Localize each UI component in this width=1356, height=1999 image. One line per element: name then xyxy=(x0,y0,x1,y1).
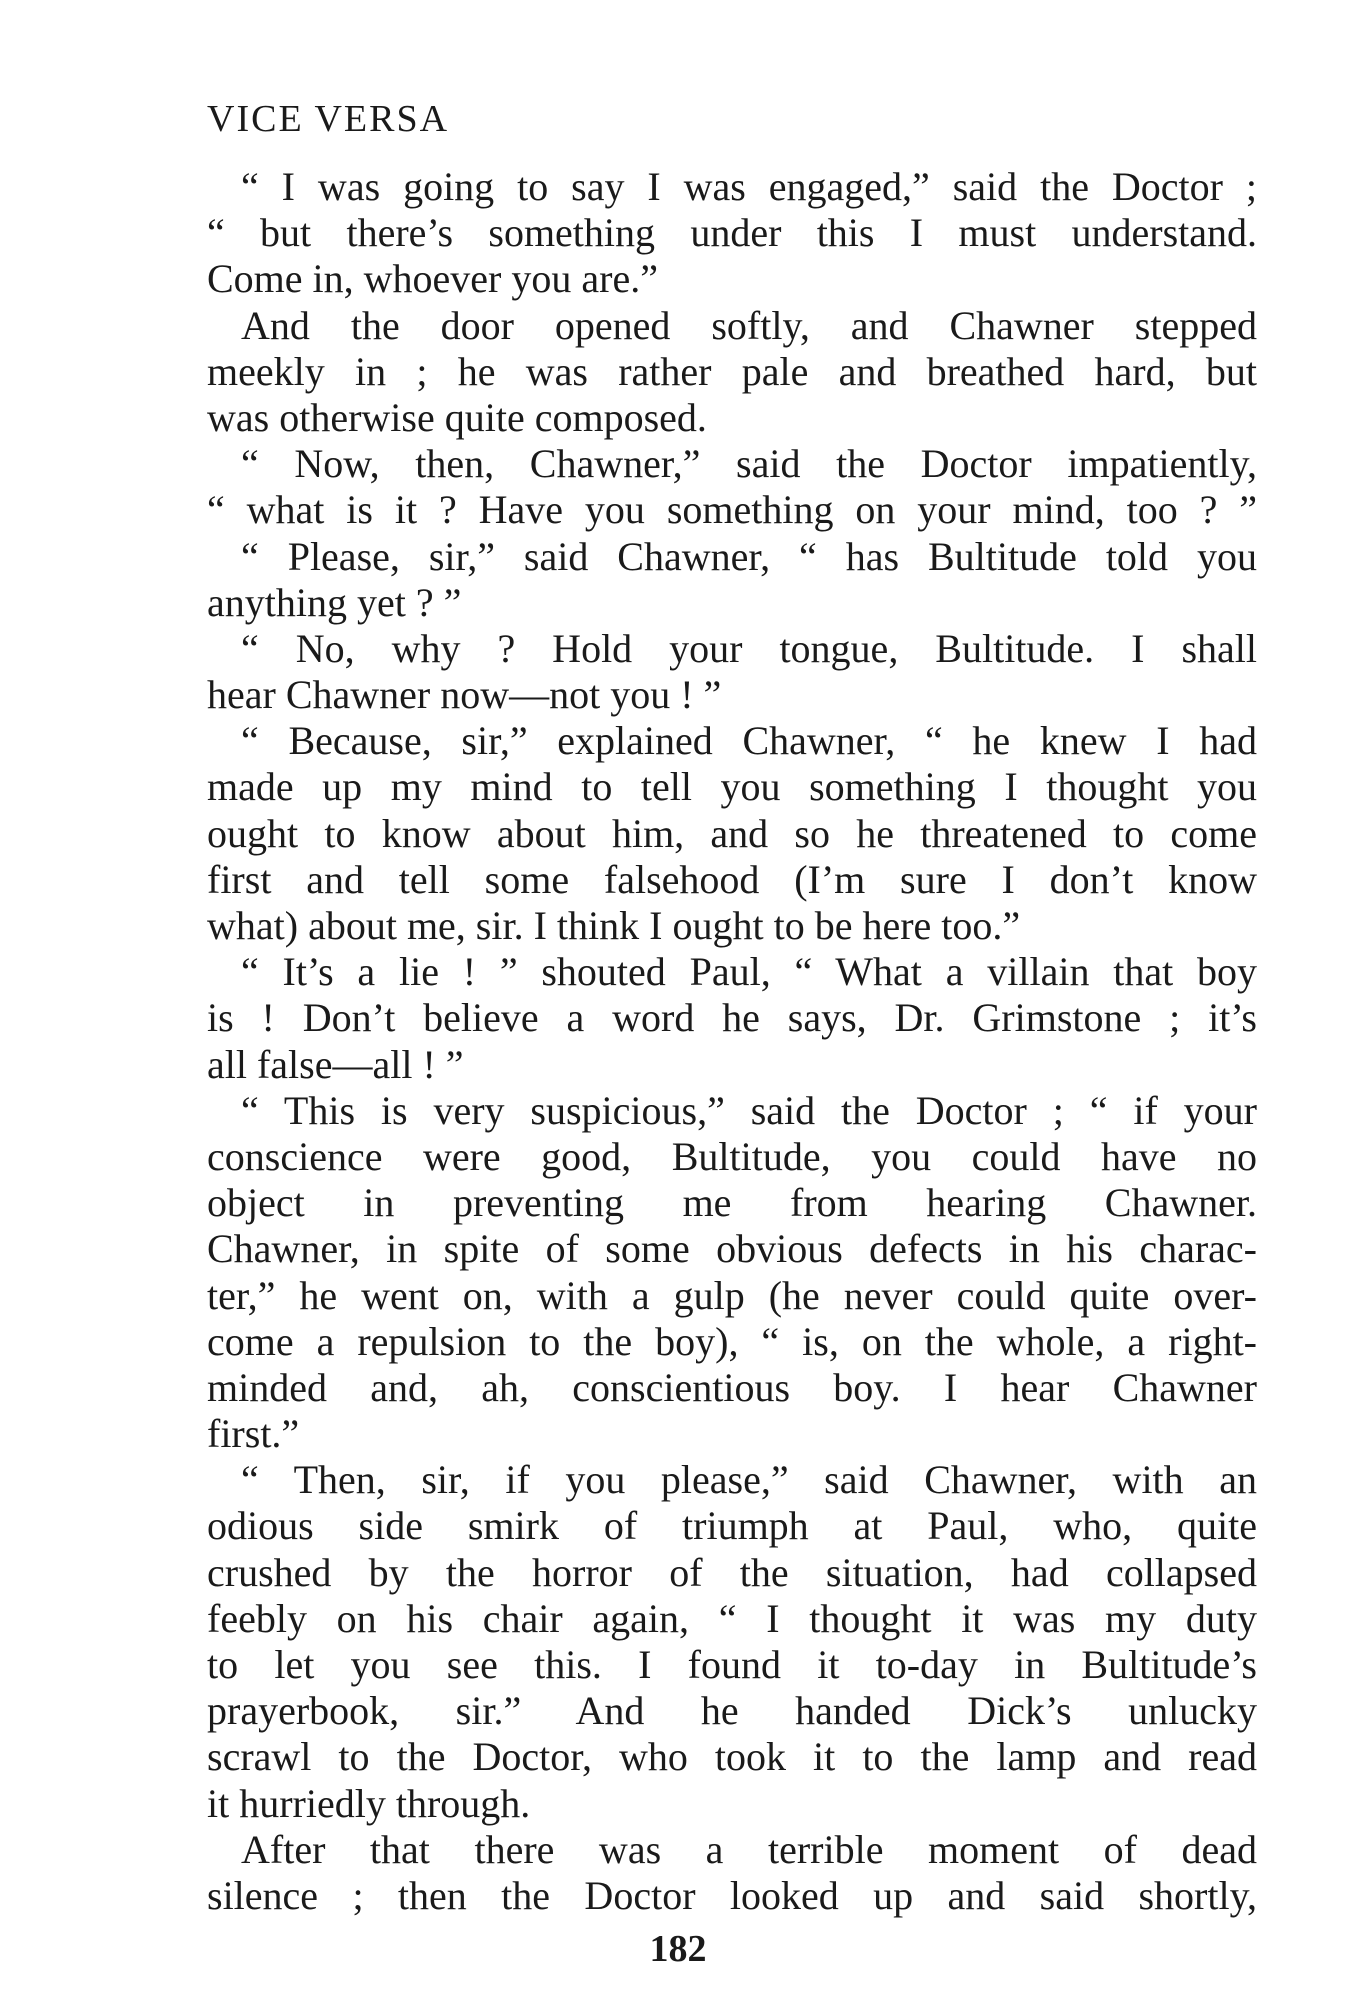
text-line: After that there was a terrible moment of dead xyxy=(241,1826,1257,1872)
text-line: “ Now, then, Chawner,” said the Doctor impatiently, xyxy=(241,441,1257,487)
page-number: 182 xyxy=(649,1928,707,1970)
text-line: object in preventing me from hearing Chawner. xyxy=(207,1180,1257,1226)
text-line: meekly in ; he was rather pale and breathed hard, but xyxy=(207,348,1257,394)
text-line: first and tell some falsehood (I’m sure I don’t know xyxy=(207,856,1257,902)
text-line: “ I was going to say I was engaged,” said the Doctor ; xyxy=(241,164,1257,209)
text-line: “ No, why ? Hold your tongue, Bultitude. I shall xyxy=(241,625,1257,671)
text-line: Come in, whoever you are.” xyxy=(207,256,658,302)
text-line: what) about me, sir. I think I ought to be here too.” xyxy=(207,903,1021,948)
running-title: VICE VERSA xyxy=(207,98,450,140)
text-line: silence ; then the Doctor looked up and said shortly, xyxy=(207,1872,1257,1918)
text-line: “ Please, sir,” said Chawner, “ has Bultitude told you xyxy=(241,533,1257,579)
text-line: is ! Don’t believe a word he says, Dr. Grimstone ; it’s xyxy=(207,995,1257,1041)
text-line: And the door opened softly, and Chawner stepped xyxy=(241,302,1257,348)
text-line: “ but there’s something under this I must understand. xyxy=(207,210,1257,256)
body-text xyxy=(207,164,1257,1919)
text-line: to let you see this. I found it to-day in Bultitude’s xyxy=(207,1642,1257,1687)
text-line: odious side smirk of triumph at Paul, who, quite xyxy=(207,1503,1257,1549)
text-line: hear Chawner now—not you ! ” xyxy=(207,672,722,718)
text-line: anything yet ? ” xyxy=(207,579,462,625)
text-line: come a repulsion to the boy), “ is, on the whole, a right- xyxy=(207,1318,1257,1364)
text-line: crushed by the horror of the situation, had collapsed xyxy=(207,1549,1257,1595)
text-line: conscience were good, Bultitude, you could have no xyxy=(207,1133,1257,1179)
text-line: it hurriedly through. xyxy=(207,1780,531,1826)
text-line: scrawl to the Doctor, who took it to the lamp and read xyxy=(207,1734,1257,1780)
text-line: Chawner, in spite of some obvious defects in his charac- xyxy=(207,1226,1257,1272)
text-line: feebly on his chair again, “ I thought it was my duty xyxy=(207,1595,1257,1641)
text-line: “ Then, sir, if you please,” said Chawner, with an xyxy=(241,1457,1257,1503)
text-line: made up my mind to tell you something I thought you xyxy=(207,764,1257,810)
text-line: “ Because, sir,” explained Chawner, “ he knew I had xyxy=(241,718,1257,764)
text-line: ought to know about him, and so he threatened to come xyxy=(207,810,1257,856)
text-line: all false—all ! ” xyxy=(207,1041,464,1087)
text-line: “ This is very suspicious,” said the Doctor ; “ if your xyxy=(241,1087,1257,1133)
text-line: prayerbook, sir.” And he handed Dick’s unlucky xyxy=(207,1688,1257,1734)
text-line: minded and, ah, conscientious boy. I hear Chawner xyxy=(207,1364,1257,1410)
text-line: “ what is it ? Have you something on your mind, too ? ” xyxy=(207,487,1257,533)
text-line: “ It’s a lie ! ” shouted Paul, “ What a villain that boy xyxy=(241,949,1257,995)
text-line: ter,” he went on, with a gulp (he never could quite over- xyxy=(207,1272,1257,1318)
text-line: was otherwise quite composed. xyxy=(207,394,707,440)
text-line: first.” xyxy=(207,1411,300,1457)
